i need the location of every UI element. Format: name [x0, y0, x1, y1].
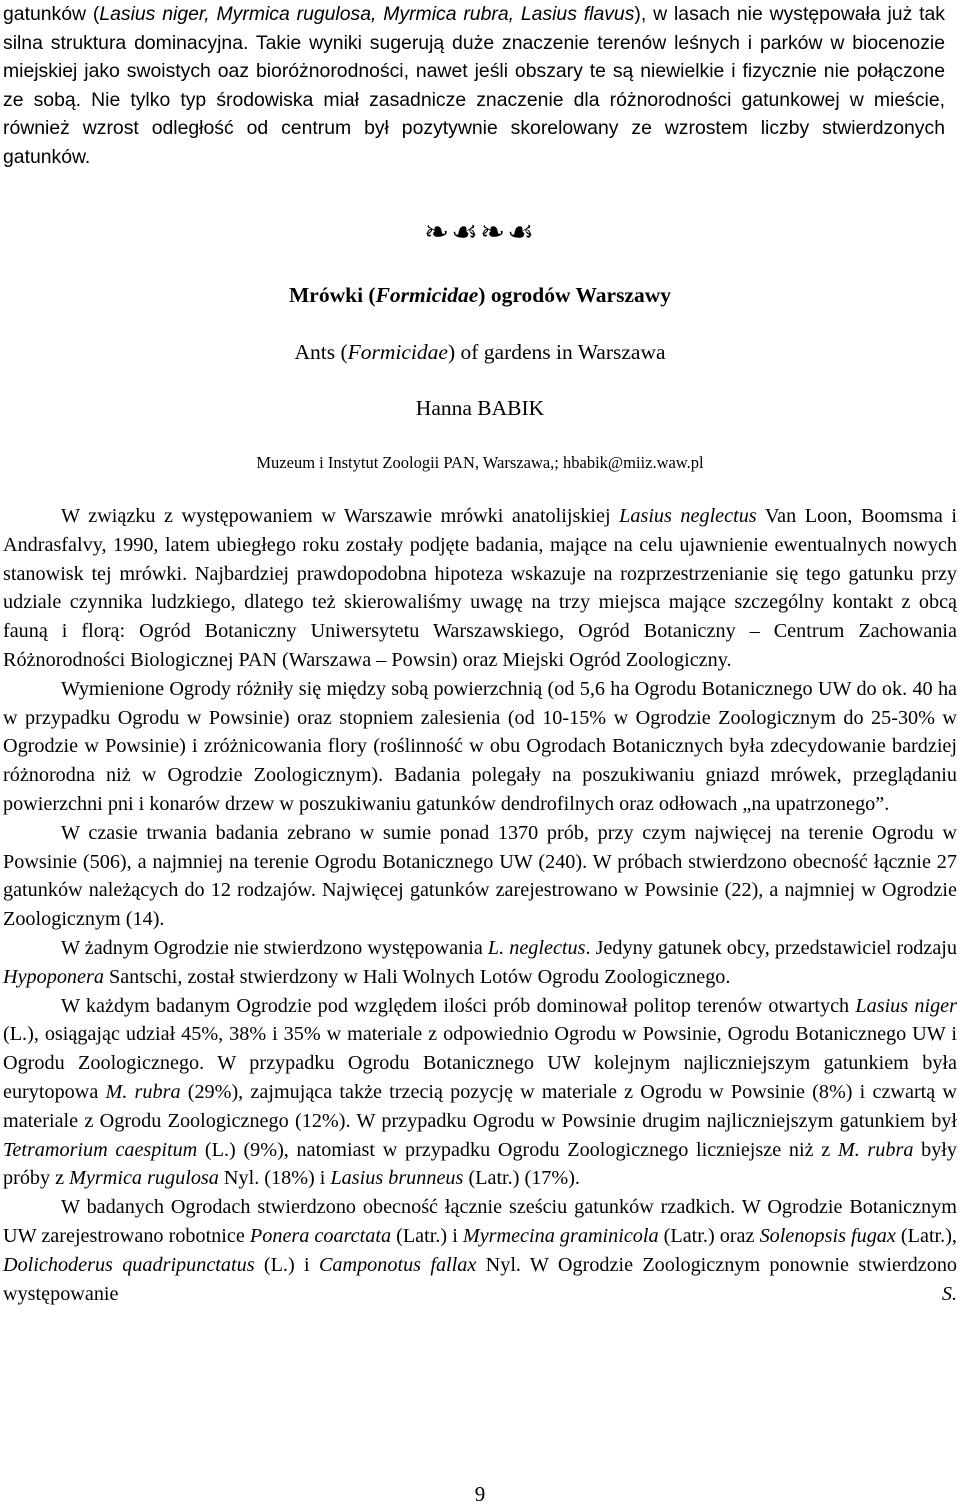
species-name: S. — [941, 1282, 957, 1305]
text-run: (Latr.) oraz — [658, 1224, 760, 1247]
species-name: Solenopsis fugax — [759, 1224, 896, 1247]
intro-paragraph — [3, 0, 945, 172]
author-name: Hanna BABIK — [415, 396, 545, 420]
text-run: były próby z — [3, 1138, 957, 1190]
text-run: (L.) (9%), natomiast w przypadku Ogrodu Zoologicznego liczniejsze niż z — [197, 1138, 838, 1161]
text-run: . Jedyny gatunek obcy, przedstawiciel rodzaju — [585, 936, 958, 959]
species-name: Camponotus fallax — [318, 1253, 477, 1276]
title-text: Mrówki ( — [289, 283, 376, 307]
text-run: Nyl. W Ogrodzie Zoologicznym ponownie stwierdzono występowanie — [3, 1253, 958, 1305]
text-run: Santschi, został stwierdzony w Hali Wolnych Lotów Ogrodu Zoologicznego. — [103, 965, 731, 988]
author-affiliation: Muzeum i Instytut Zoologii PAN, Warszawa,; hbabik@miiz.waw.pl — [256, 453, 704, 472]
text-run: ), w lasach nie występowała już tak silna struktura dominacyjna. Takie wyniki sugerują duże znaczenie terenów leśnych i parków w biocenozie miejskiej jako swoistych oaz bioróżnorodności, nawet jeśli obszary te są niewielkie i fizycznie nie połączone ze sobą. Nie tylko typ środowiska miał zasadnicze znaczenie dla różnorodności gatunkowej w mieście, również wzrost odległość od centrum był pozytywnie skorelowany ze wzrostem liczby stwierdzonych gatunków. — [3, 3, 945, 168]
species-name: Lasius neglectus — [619, 505, 757, 527]
subtitle-text: Ants ( — [294, 340, 348, 364]
text-run: (L.), osiągając udział 45%, 38% i 35% w materiale z odpowiednio Ogrodu w Powsinie, Ogrodu Botanicznego UW i Ogrodu Zoologicznego. W przypadku Ogrodu Botanicznego UW kolejnym najliczniejszym gatunkiem była eurytopowa — [3, 1023, 957, 1103]
species-name: Dolichoderus quadripunctatus — [3, 1253, 255, 1276]
text-run: W związku z występowaniem w Warszawie mrówki anatolijskiej — [61, 505, 620, 527]
article-title — [0, 283, 960, 308]
species-names: Lasius niger, Myrmica rugulosa, Myrmica rubra, Lasius flavus — [99, 3, 635, 25]
article-body — [3, 502, 957, 1308]
body-paragraph — [3, 992, 957, 1194]
species-name: Myrmecina graminicola — [462, 1224, 659, 1247]
subtitle-taxon: Formicidae — [347, 340, 448, 364]
text-run: (29%), zajmująca także trzecią pozycję w materiale z Ogrodu w Powsinie (8%) i czwartą w materiale z Ogrodu Zoologicznego (12%). W przypadku Ogrodu w Powsinie drugim najliczniejszym gatunkiem był — [3, 1080, 957, 1132]
text-run: W każdym badanym Ogrodzie pod względem ilości prób dominował politop terenów otwartych — [61, 994, 856, 1017]
species-name: Tetramorium caespitum — [3, 1138, 198, 1161]
species-name: Lasius brunneus — [330, 1167, 464, 1190]
text-run: W badanych Ogrodach stwierdzono obecność łącznie sześciu gatunków rzadkich. W Ogrodzie Botanicznym UW zarejestrowano robotnice — [3, 1196, 957, 1247]
title-text: ) ogrodów Warszawy — [478, 283, 671, 307]
body-paragraph — [3, 1193, 957, 1308]
species-name: Ponera coarctata — [249, 1224, 392, 1247]
text-run: (Latr.) (17%). — [463, 1167, 580, 1190]
text-run: W żadnym Ogrodzie nie stwierdzono występowania — [61, 936, 488, 959]
text-run: gatunków ( — [3, 3, 100, 25]
genus-name: Hypoponera — [3, 965, 104, 988]
section-ornament: ❧☙❧☙ — [423, 215, 537, 250]
species-name: Lasius niger — [855, 994, 957, 1017]
species-name: M. rubra — [105, 1080, 181, 1103]
body-paragraph — [3, 934, 957, 992]
subtitle-text: ) of gardens in Warszawa — [447, 340, 666, 364]
text-run: Nyl. (18%) i — [218, 1167, 331, 1190]
species-name: M. rubra — [837, 1138, 914, 1161]
page-number: 9 — [474, 1482, 486, 1506]
article-subtitle — [0, 340, 960, 365]
body-paragraph: W czasie trwania badania zebrano w sumie ponad 1370 prób, przy czym najwięcej na terenie Ogrodu w Powsinie (506), a najmniej na terenie Ogrodu Botanicznego UW (240). W próbach stwierdzono obecność łącznie 27 gatunków należących do 12 rodzajów. Najwięcej gatunków zarejestrowano w Powsinie (22), a najmniej w Ogrodzie Zoologicznym (14). — [3, 821, 957, 931]
text-run: (L.) i — [254, 1253, 319, 1276]
title-taxon: Formicidae — [375, 283, 479, 307]
body-paragraph — [3, 502, 957, 675]
text-run: Van Loon, Boomsma i Andrasfalvy, 1990, latem ubiegłego roku zostały podjęte badania, mające na celu ujawnienie ewentualnych nowych stanowisk tej mrówki. Najbardziej prawdopodobna hipoteza wskazuje na rozprzestrzenianie się tego gatunku przy udziale czynnika ludzkiego, dlatego też skierowaliśmy uwagę na trzy miejsca mające szczególny kontakt z obcą fauną i florą: Ogród Botaniczny Uniwersytetu Warszawskiego, Ogród Botaniczny – Centrum Zachowania Różnorodności Biologicznej PAN (Warszawa – Powsin) oraz Miejski Ogród Zoologiczny. — [3, 505, 957, 671]
body-paragraph: Wymienione Ogrody różniły się między sobą powierzchnią (od 5,6 ha Ogrodu Botanicznego UW do ok. 40 ha w przypadku Ogrodu w Powsinie) oraz stopniem zalesienia (od 10-15% w Ogrodzie Zoologicznym do 25-30% w Ogrodzie w Powsinie) i zróżnicowania flory (roślinność w obu Ogrodach Botanicznych była zdecydowanie bardziej różnorodna niż w Ogrodzie Zoologicznym). Badania polegały na poszukiwaniu gniazd mrówek, przeglądaniu powierzchni pni i konarów drzew w poszukiwaniu gatunków dendrofilnych oraz odłowach „na upatrzonego”. — [3, 677, 957, 815]
species-name: L. neglectus — [487, 936, 586, 959]
text-run: (Latr.) i — [391, 1224, 463, 1247]
species-name: Myrmica rugulosa — [69, 1167, 219, 1190]
text-run: (Latr.), — [895, 1224, 957, 1247]
